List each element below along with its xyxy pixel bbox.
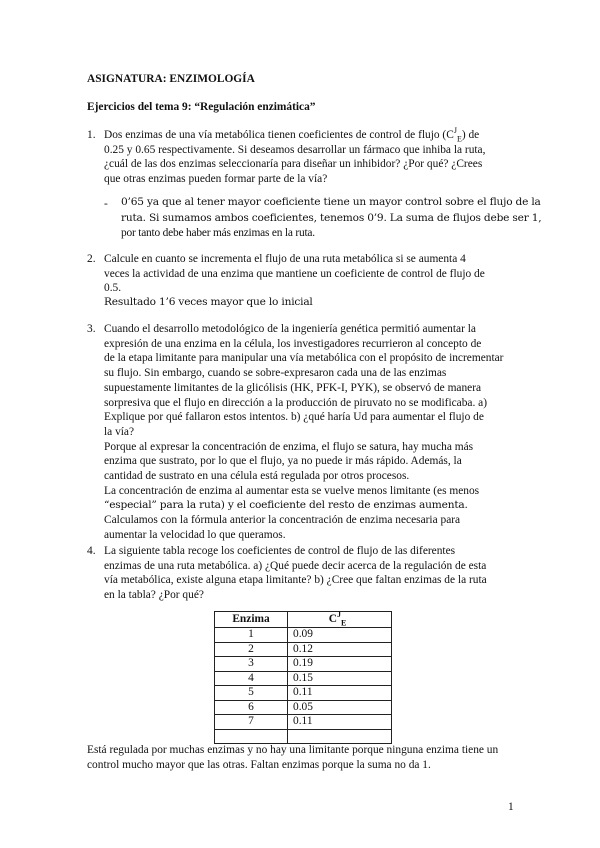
q1-answer-line-3: por tanto debe haber más enzimas en la ruta. <box>121 227 315 239</box>
table-cell-enzyme: 2 <box>215 642 288 657</box>
table-row <box>215 700 392 715</box>
table-cell-enzyme: 4 <box>215 671 288 686</box>
table-cell-enzyme: 3 <box>215 657 288 672</box>
course-title: ASIGNATURA: ENZIMOLOGÍA <box>87 73 255 85</box>
q2-text <box>104 252 518 296</box>
q1-text <box>104 128 518 186</box>
table-cell-enzyme: 7 <box>215 715 288 730</box>
table-empty-row <box>215 729 392 744</box>
page-number: 1 <box>508 801 514 813</box>
q2-answer: Resultado 1’6 veces mayor que lo inicial <box>104 296 313 308</box>
q3-answer-line-3: cantidad de sustrato en una célula está regulada por otros procesos. <box>104 470 410 483</box>
q3-answer-line-7: aumentar la velocidad lo que queramos. <box>104 528 286 541</box>
table-cell-coef: 0.05 <box>288 700 392 715</box>
table-cell-coef: 0.12 <box>288 642 392 657</box>
q1-line-1b: ) de <box>461 129 480 141</box>
exercise-subtitle: Ejercicios del tema 9: “Regulación enzimática” <box>87 101 316 113</box>
table-cell-coef: 0.15 <box>288 671 392 686</box>
q4-line-2: enzimas de una ruta metabólica. a) ¿Qué puede decir acerca de la regulación de esta <box>104 559 487 572</box>
q4-text <box>104 544 518 602</box>
q1-line-4: que otras enzimas pueden formar parte de la vía? <box>104 172 328 185</box>
table-header-enzyme: Enzima <box>215 612 288 628</box>
q3-line-8: la vía? <box>104 425 135 438</box>
q4-line-3: vía metabólica, existe alguna etapa limitante? b) ¿Cree que faltan enzimas de la ruta <box>104 574 487 587</box>
q3-answer-line-4: La concentración de enzima al aumentar esta se vuelve menos limitante (es menos <box>104 484 480 497</box>
table-row <box>215 671 392 686</box>
q3-answer-line-1: Porque al expresar la concentración de enzima, el flujo se satura, hay mucha más <box>104 440 474 453</box>
table-header-coef-c: C <box>328 613 337 625</box>
q1-line-2: 0.25 y 0.65 respectivamente. Si deseamos desarrollar un fármaco que inhiba la ruta, <box>104 143 486 156</box>
q3-line-3: de la etapa limitante para manipular una vía metabólica con el propósito de incrementar <box>104 352 504 365</box>
q3-number: 3. <box>87 323 96 335</box>
table-cell-enzyme: 6 <box>215 700 288 715</box>
table-row <box>215 657 392 672</box>
table-cell-coef: 0.09 <box>288 628 392 643</box>
table-cell-enzyme: 1 <box>215 628 288 643</box>
q3-line-1: Cuando el desarrollo metodológico de la ingeniería genética permitió aumentar la <box>104 323 476 335</box>
q3-text <box>104 322 518 543</box>
q4-number: 4. <box>87 545 96 557</box>
q1-line-1a: Dos enzimas de una vía metabólica tienen coeficientes de control de flujo (C <box>104 129 454 141</box>
q4-answer-line-1: Está regulada por muchas enzimas y no hay una limitante porque ninguna enzima tiene un <box>87 744 499 756</box>
q1-answer-line-2: ruta. Si sumamos ambos coeficientes, tenemos 0’9. La suma de flujos debe ser 1, <box>121 211 542 224</box>
table-cell-coef: 0.11 <box>288 715 392 730</box>
table-cell-coef: 0.11 <box>288 686 392 701</box>
q2-line-2: veces la actividad de una enzima que mantiene un coeficiente de control de flujo de <box>104 267 485 280</box>
q4-line-1: La siguiente tabla recoge los coeficientes de control de flujo de las diferentes <box>104 545 456 557</box>
q1-answer <box>121 195 542 242</box>
q2-number: 2. <box>87 253 96 265</box>
table-row <box>215 628 392 643</box>
q1-sup: J <box>453 126 457 136</box>
q1-answer-dash: - <box>104 198 108 210</box>
q3-line-4: su flujo. Sin embargo, cuando se sobre-expresaron cada una de las enzimas <box>104 367 447 380</box>
q1-sub: E <box>456 134 462 144</box>
q3-answer-line-2: enzima que sustrato, por lo que el flujo, ya no puede ir más rápido. Además, la <box>104 455 462 468</box>
table-cell-empty <box>215 729 288 744</box>
q3-line-5: supuestamente limitantes de la glicólisis (HK, PFK-I, PYK), se observó de manera <box>104 381 482 394</box>
q4-line-4: en la tabla? ¿Por qué? <box>104 588 204 601</box>
q2-line-1: Calcule en cuanto se incrementa el flujo de una ruta metabólica si se aumenta 4 <box>104 253 466 265</box>
q3-line-7: Explique por qué fallaron estos intentos. b) ¿qué haría Ud para aumentar el flujo de <box>104 411 484 424</box>
q3-answer-line-5: “especial” para la ruta) y el coeficiente del resto de enzimas aumenta. <box>104 499 468 512</box>
table-header-coef-sub: E <box>340 618 347 628</box>
table-cell-enzyme: 5 <box>215 686 288 701</box>
flux-control-table <box>214 611 392 744</box>
q3-answer-line-6: Calculamos con la fórmula anterior la concentración de enzima necesaria para <box>104 514 461 527</box>
table-header-coefficient <box>288 612 392 628</box>
table-row <box>215 642 392 657</box>
table-header-row <box>215 612 392 628</box>
table-cell-empty <box>288 729 392 744</box>
table-row <box>215 715 392 730</box>
q1-number: 1. <box>87 129 96 141</box>
table-cell-coef: 0.19 <box>288 657 392 672</box>
q1-answer-line-1: 0’65 ya que al tener mayor coeficiente tiene un mayor control sobre el flujo de la <box>121 196 541 208</box>
q3-line-2: expresión de una enzima en la célula, los investigadores recurrieron al concepto de <box>104 337 482 350</box>
table-header-coef-sup: J <box>336 610 341 620</box>
q4-answer <box>87 743 527 773</box>
q4-answer-line-2: control mucho mayor que las otras. Faltan enzimas porque la suma no da 1. <box>87 759 431 771</box>
q1-line-3: ¿cuál de las dos enzimas seleccionaría para diseñar un inhibidor? ¿Por qué? ¿Crees <box>104 158 483 171</box>
q3-line-6: sorpresiva que el flujo en dirección a la producción de piruvato no se modificaba. a) <box>104 396 488 409</box>
table-row <box>215 686 392 701</box>
q2-line-3: 0.5. <box>104 282 122 295</box>
